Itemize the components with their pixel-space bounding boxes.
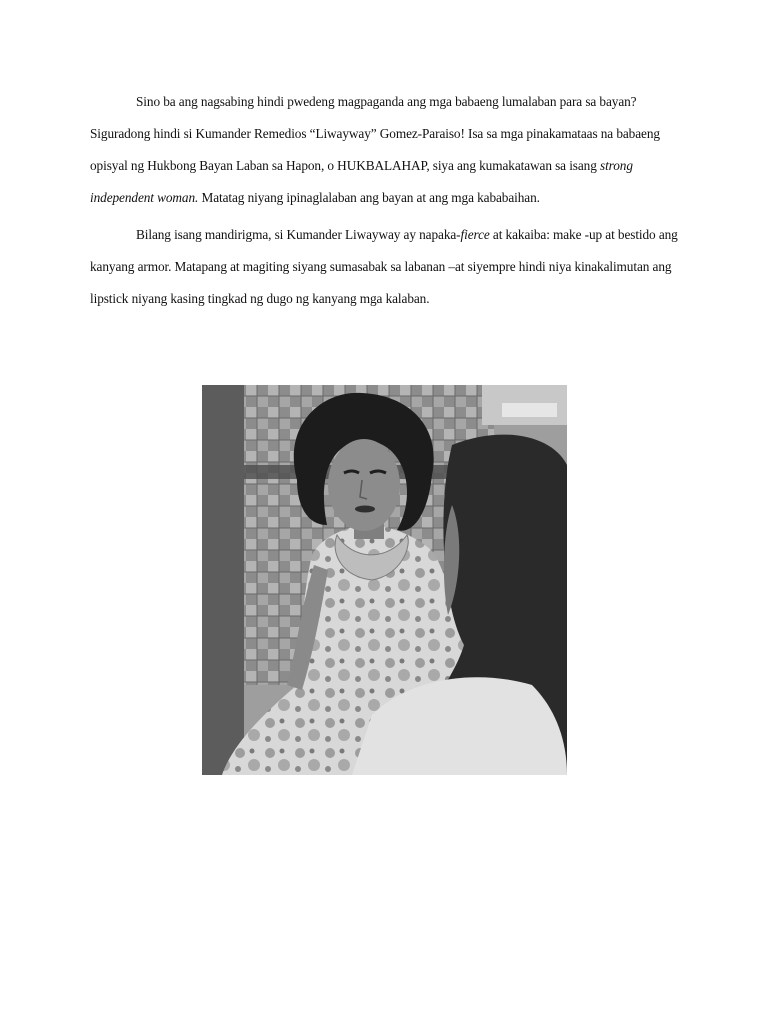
- paragraph-1-italic: strong independent woman.: [90, 158, 633, 205]
- paragraph-1: [90, 86, 680, 214]
- portrait-photo-illustration: [202, 385, 567, 775]
- paragraph-2: [90, 219, 680, 315]
- paragraph-1-part-2: Matatag niyang ipinaglalaban ang bayan at ang mga kababaihan.: [198, 190, 540, 205]
- paragraph-1-part-1: Sino ba ang nagsabing hindi pwedeng magpaganda ang mga babaeng lumalaban para sa bayan? Siguradong hindi si Kumander Remedios “Liwayway” Gomez-Paraiso! Isa sa mga pinakamataas na babaeng opisyal ng Hukbong Bayan Laban sa Hapon, o HUKBALAHAP, siya ang kumakatawan sa isang: [90, 94, 660, 173]
- paragraph-2-italic: fierce: [460, 227, 490, 242]
- paragraph-2-part-2: at kakaiba: make -up at bestido ang kanyang armor. Matapang at magiting siyang sumasabak sa labanan –at siyempre hindi niya kinakalimutan ang lipstick niyang kasing tingkad ng dugo ng kanyang mga kalaban.: [90, 227, 678, 306]
- paragraph-2-part-1: Bilang isang mandirigma, si Kumander Liwayway ay napaka-: [136, 227, 461, 242]
- paragraph-2-text: [90, 219, 680, 315]
- portrait-photo: [202, 385, 567, 775]
- paragraph-1-text: [90, 86, 680, 214]
